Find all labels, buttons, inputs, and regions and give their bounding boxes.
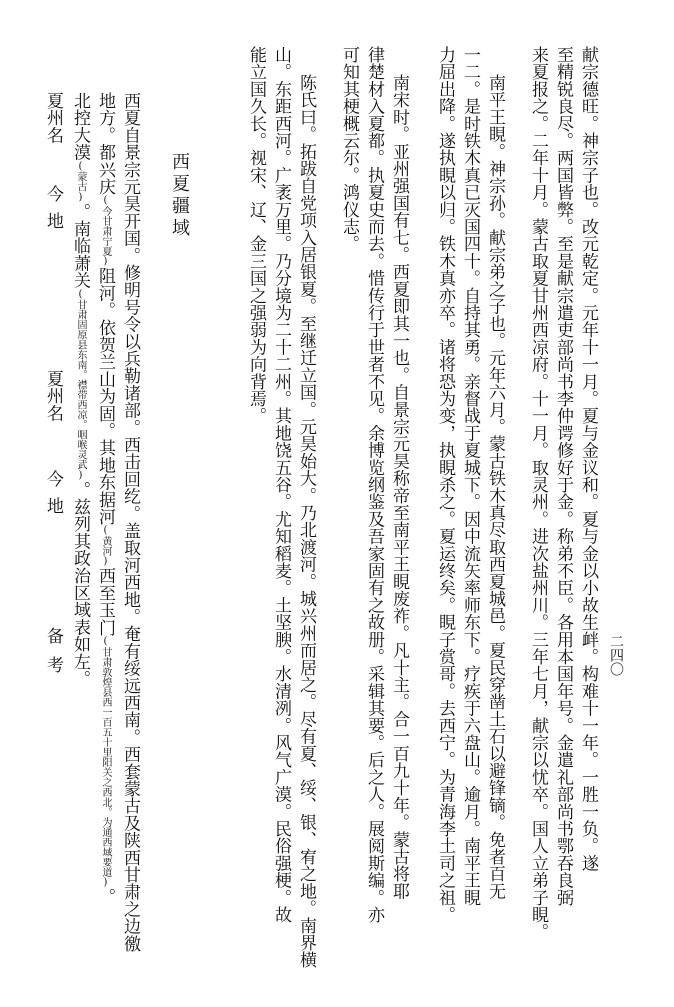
text-column: 能立国久长。视宋、辽、金三国之强弱为向背焉。 <box>246 46 266 425</box>
table-header-today: 今地 <box>43 185 63 239</box>
text-column: 一二。是时铁木真已灭国四十。自持其勇。亲督战于夏城下。因中流矢率师东下。疗疾于六盘山。逾月。南平王睍 <box>460 46 480 906</box>
text-column: 律楚材入夏都。执夏史而去。惜传行于世者不见。余博览纲鉴及吾家固有之故册。采辑其要。后之人。展阅斯编。亦 <box>364 46 384 924</box>
text-column: 力屈出降。遂执睍以归。铁木真亦卒。诸将恐为变，执睍杀之。夏运终矣。睍子赏哥。去西宁。为青海李土司之祖。 <box>435 46 455 924</box>
inline-note: (甘肃敦煌县西一百五十里阳关之西北。为通西域要道) <box>100 636 111 889</box>
inline-note: (黄河) <box>100 525 111 568</box>
text-column: 地方。都兴庆(今甘肃宁夏)阻河。依贺兰山为固。其地东据河(黄河)西至玉门(甘肃敦煌县西一百五十里阳关之西北。为通西域要道)。 <box>95 92 115 906</box>
text-column: 西夏自景宗元昊开国。修明号令以兵勒诸部。西击回纥。盖取河西地。奄有绥远西南。西套蒙古及陕西甘肃之边徼 <box>120 92 140 952</box>
table-header-xia-name: 夏州名 <box>43 92 63 144</box>
text-column: 可知其梗概云尔。鸿仪志。 <box>339 46 359 253</box>
inline-note: (今甘肃宁夏) <box>100 195 111 268</box>
text-column: 山。东距西河。广袤万里。乃分境为二十二州。其地饶五谷。尤知稻麦。土坚腴。水清冽。风气广漠。民俗强梗。故 <box>271 46 291 924</box>
text-column: 南平王睍。神宗孙。献宗弟之子也。元年六月。蒙古铁木真尽取西夏城邑。夏民穿凿土石以避锋镝。免者百无 <box>485 74 505 900</box>
text-column: 至精锐良尽。两国皆弊。至是献宗遣吏部尚书李仲谔修好于金。称弟不臣。各用本国年号。金遣礼部尚书鄂吞良弼 <box>553 46 573 906</box>
table-header-remarks: 备考 <box>43 627 63 685</box>
text-column: 献宗德旺。神宗子也。改元乾定。元年十一月。夏与金议和。夏与金以小故生衅。构难十一年。一胜一负。遂 <box>578 46 598 872</box>
text-column: 陈氏曰。拓跋自党项入居银夏。至继迁立国。元昊始大。乃北渡河。城兴州而居之。尽有夏、绥、银、宥之地。南界横 <box>296 74 316 969</box>
text-column: 来夏报之。二年十月。蒙古取夏甘州西凉府。十一月。取灵州。进次盐州川。三年七月，献宗以忧卒。国人立弟子睍。 <box>528 46 548 941</box>
section-heading: 西夏疆域 <box>169 152 190 240</box>
page-number: 二四〇 <box>608 634 624 676</box>
table-header-today: 今地 <box>43 470 63 524</box>
table-header-xia-name: 夏州名 <box>43 370 63 422</box>
text-column: 南宋时。亚州强国有七。西夏即其一也。自景宗元昊称帝至南平王睍废祚。凡十主。合一百九十年。蒙古将耶 <box>389 74 409 900</box>
inline-note: (甘肃固原县东南。襟带西凉。咽喉灵武) <box>75 288 86 481</box>
inline-note: (蒙古) <box>75 160 86 203</box>
text-column: 北控大漠(蒙古)。南临萧关(甘肃固原县东南。襟带西凉。咽喉灵武)。兹列其政治区域表如左。 <box>70 92 90 688</box>
